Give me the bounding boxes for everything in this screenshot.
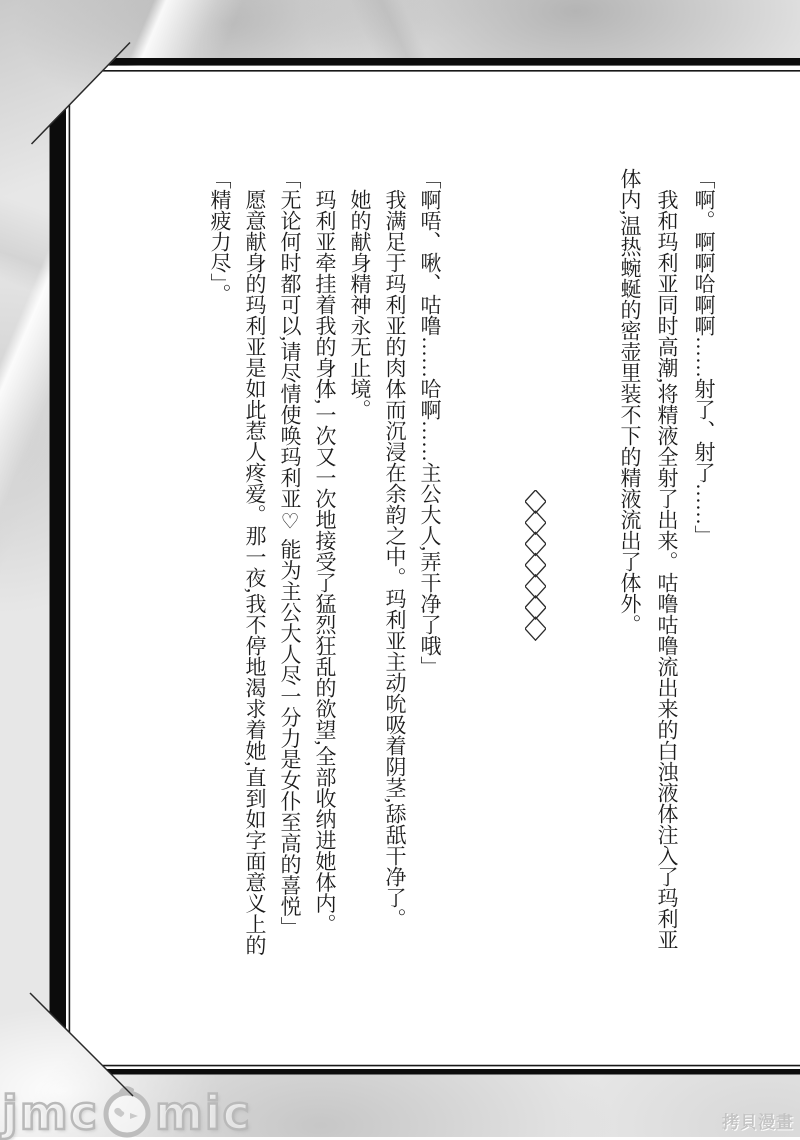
dialogue-paragraph: 「无论何时都可以,请尽情使唤玛利亚♡ 能为主公大人尽一分力是女仆至高的喜悦」 [272, 168, 307, 969]
logo-text-jmc: jmc [2, 1090, 99, 1136]
narration-paragraph: 玛利亚牵挂着我的身体,一次又一次地接受了猛烈狂乱的欲望,全部收纳进她体内。 [307, 168, 342, 969]
narration-paragraph: 她的献身精神永无止境。 [342, 168, 377, 969]
dialogue-paragraph: 「啊唔、啾、咕噜……哈啊……主公大人,弄干净了哦」 [412, 168, 447, 969]
logo-text-mic: mic [155, 1090, 252, 1136]
narration-paragraph: 我满足于玛利亚的肉体而沉浸在余韵之中。玛利亚主动吮吸着阴茎,舔舐干净了。 [377, 168, 412, 969]
scene-break-diamonds [525, 490, 546, 641]
left-border-bar [50, 108, 67, 1029]
narration-paragraph: 我和玛利亚同时高潮,将精液全射了出来。咕噜咕噜流出来的白浊液体注入了玛利亚体内,温热蜿蜒的密壶里装不下的精液流出了体外。 [611, 168, 685, 969]
bottom-border-bar [106, 1069, 800, 1075]
dialogue-paragraph: 「啊。啊啊哈啊啊……射了、射了……」 [685, 168, 722, 969]
copy-watermark: 拷貝漫畫 [722, 1108, 794, 1133]
vertical-text-block-left [202, 168, 447, 969]
top-border-bar [109, 58, 800, 66]
narration-paragraph: 愿意献身的玛利亚是如此惹人疼爱。那一夜,我不停地渴求着她,直到如字面意义上的「精疲力尽」。 [202, 168, 272, 969]
vertical-text-block-right [611, 168, 722, 969]
